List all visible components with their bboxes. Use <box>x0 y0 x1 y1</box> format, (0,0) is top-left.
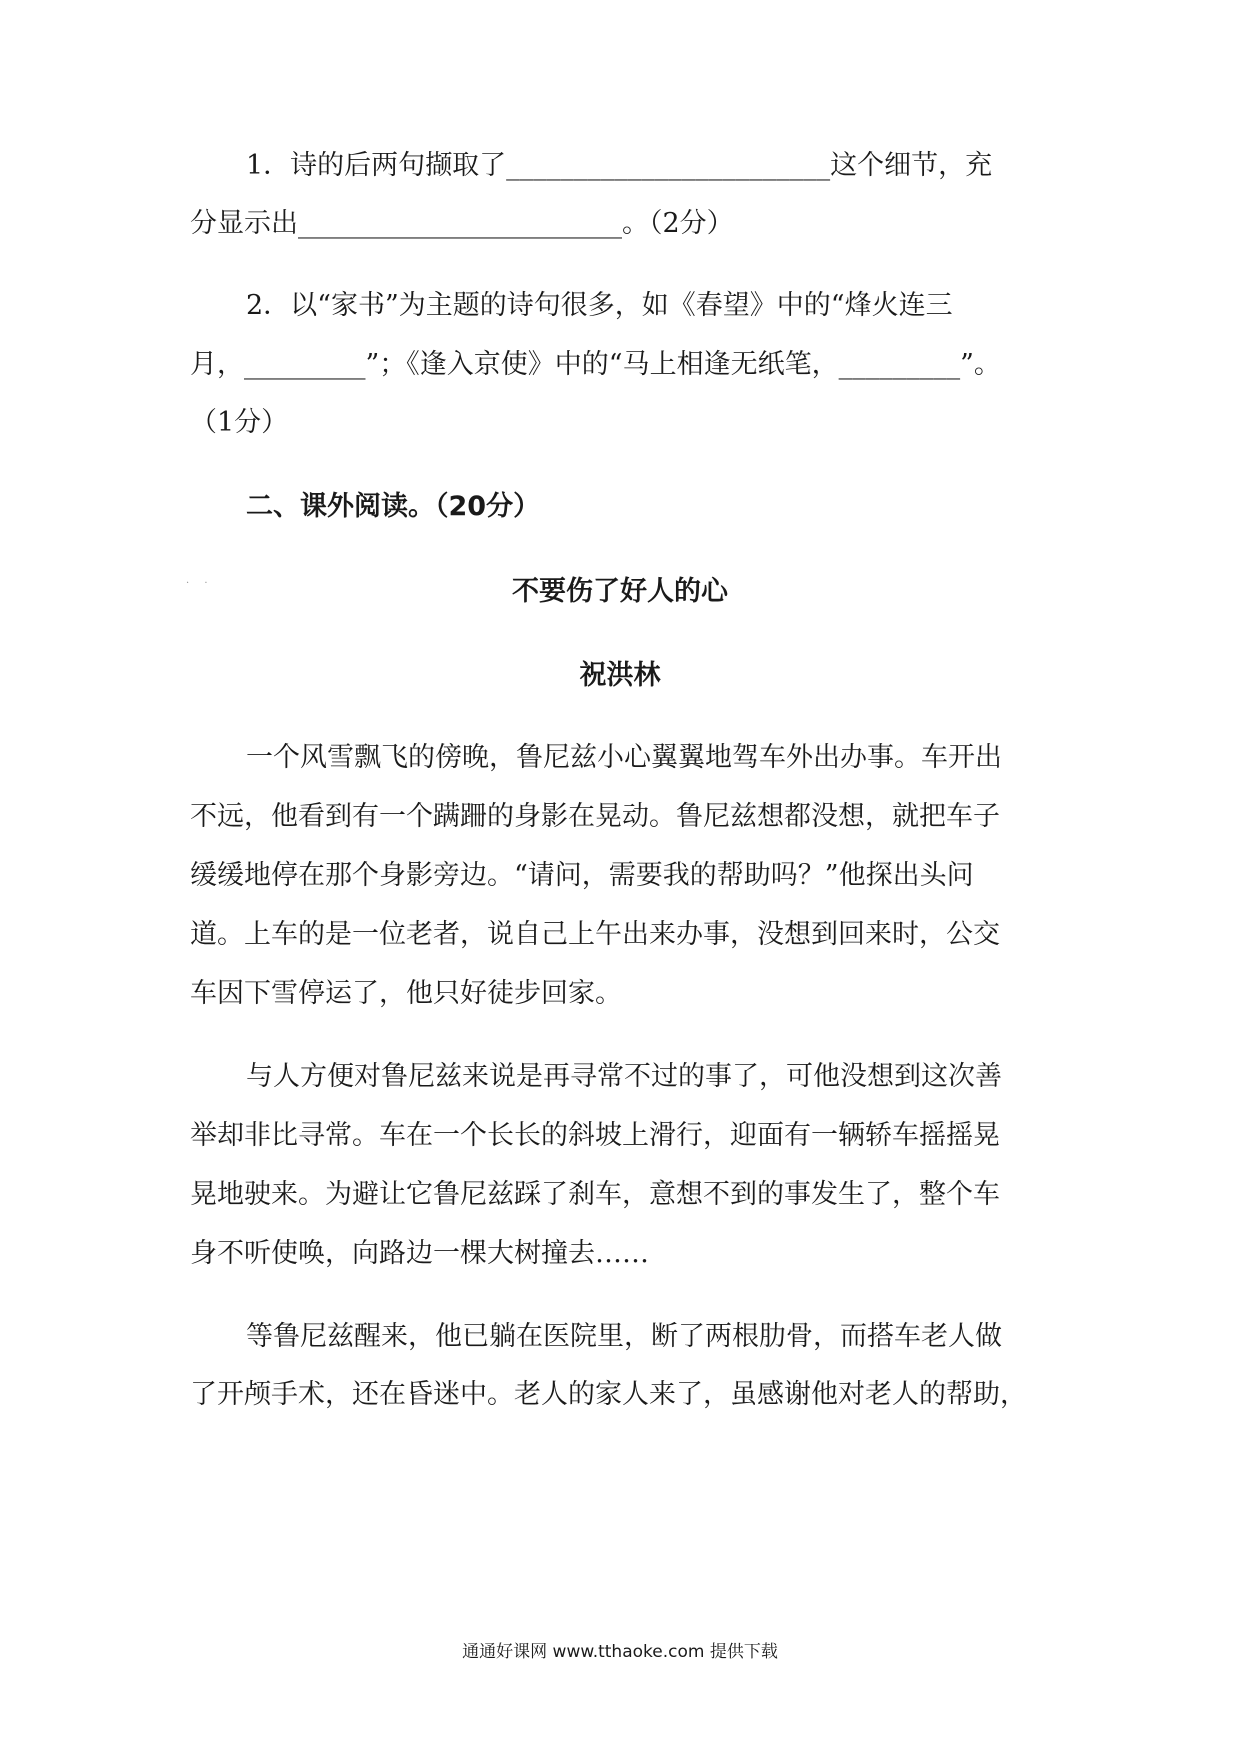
paragraph-2-line-4: 身不听使唤，向路边一棵大树撞去…… <box>190 1238 649 1269</box>
paragraph-2-line-3: 晃地驶来。为避让它鲁尼兹踩了刹车，意想不到的事发生了，整个车 <box>190 1179 1000 1210</box>
footer-credit: 通通好课网 www.tthaoke.com 提供下载 <box>462 1642 778 1662</box>
paragraph-1-line-4: 道。上车的是一位老者，说自己上午出来办事，没想到回来时，公交 <box>190 919 1000 950</box>
article-author: 祝洪林 <box>579 660 661 691</box>
question-1-line-1: 1．诗的后两句撷取了________________________这个细节，充 <box>246 150 993 181</box>
question-1-line-2: 分显示出________________________。（2分） <box>190 208 734 239</box>
paragraph-2-line-1: 与人方便对鲁尼兹来说是再寻常不过的事了，可他没想到这次善 <box>246 1061 1002 1092</box>
question-2-line-1: 2．以“家书”为主题的诗句很多，如《春望》中的“烽火连三 <box>246 290 953 321</box>
paragraph-1-line-5: 车因下雪停运了，他只好徒步回家。 <box>190 978 622 1009</box>
paragraph-2-line-2: 举却非比寻常。车在一个长长的斜坡上滑行，迎面有一辆轿车摇摇晃 <box>190 1120 1000 1151</box>
section-heading: 二、课外阅读。（20分） <box>246 491 541 522</box>
question-2-line-2: 月，_________”；《逢入京使》中的“马上相逢无纸笔，_________”。 <box>190 349 1001 380</box>
question-2-line-3: （1分） <box>190 407 289 438</box>
paragraph-1-line-3: 缓缓地停在那个身影旁边。“请问，需要我的帮助吗？”他探出头问 <box>190 860 974 891</box>
scan-speck: · · <box>186 578 214 589</box>
paragraph-3-line-1: 等鲁尼兹醒来，他已躺在医院里，断了两根肋骨，而搭车老人做 <box>246 1321 1002 1352</box>
paragraph-3-line-2: 了开颅手术，还在昏迷中。老人的家人来了，虽感谢他对老人的帮助， <box>190 1379 1027 1410</box>
article-title: 不要伤了好人的心 <box>512 576 728 607</box>
paragraph-1-line-1: 一个风雪飘飞的傍晚，鲁尼兹小心翼翼地驾车外出办事。车开出 <box>246 742 1002 773</box>
paragraph-1-line-2: 不远，他看到有一个蹒跚的身影在晃动。鲁尼兹想都没想，就把车子 <box>190 801 1000 832</box>
